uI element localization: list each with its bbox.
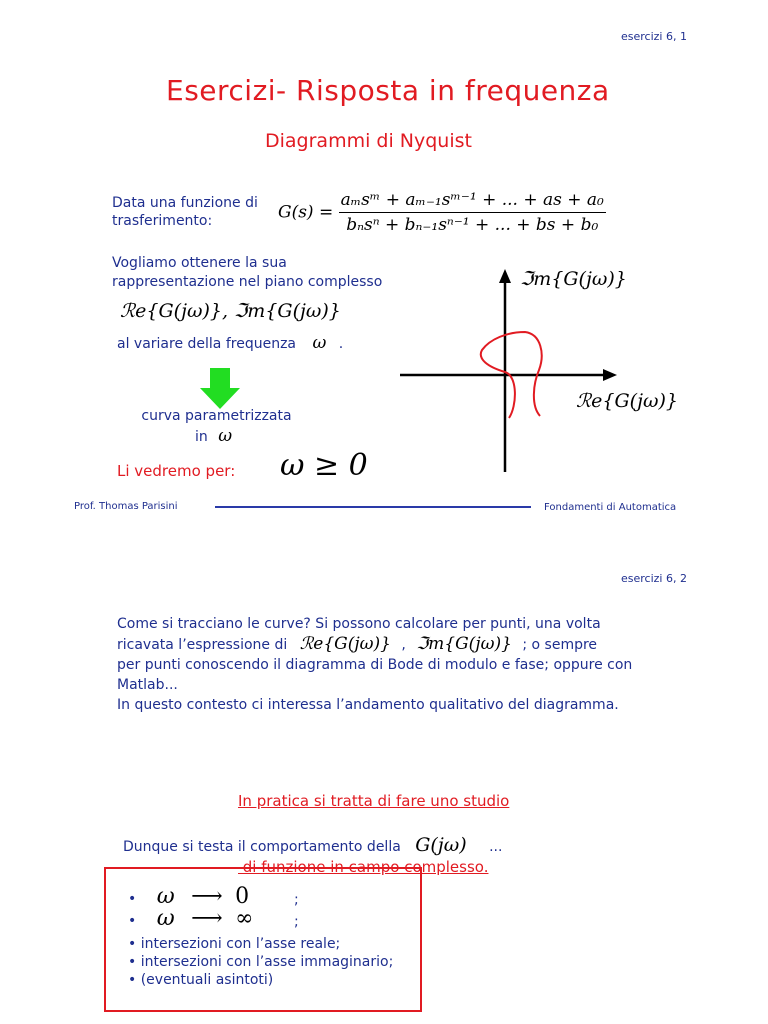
we-see-label: Li vedremo per: (117, 462, 236, 480)
bullet-1-semicolon: ; (294, 892, 299, 908)
im-axis-label: ℑm{G(jω)} (520, 268, 627, 290)
transfer-intro-line1: Data una funzione di (112, 195, 258, 211)
footer-left: Prof. Thomas Parisini (74, 501, 178, 512)
bullet-1-arrow: ⟶ (191, 884, 223, 909)
goal-text (112, 254, 382, 292)
page-title: Esercizi- Risposta in frequenza (166, 74, 610, 107)
formula-lhs: G(s) = (278, 202, 334, 223)
checklist-text-items (128, 935, 393, 989)
bullet-real-axis: • intersezioni con l’asse reale; (128, 936, 341, 952)
bullet-2-semicolon: ; (294, 914, 299, 930)
para-line5: In questo contesto ci interessa l’andamento qualitativo del diagramma. (117, 697, 619, 713)
frequency-text: al variare della frequenza (117, 336, 296, 352)
footer-right: Fondamenti di Automatica (544, 502, 677, 513)
bullet-asymptotes: • (eventuali asintoti) (128, 972, 274, 988)
frequency-line (117, 333, 343, 353)
frequency-period: . (338, 336, 344, 352)
para-comma: , (401, 637, 406, 653)
green-down-arrow (198, 368, 242, 410)
re-axis-label: ℛe{G(jω)} (576, 390, 678, 412)
curve-label (139, 406, 294, 447)
bullet-omega-infinity (128, 906, 299, 931)
highlight-line2: di funzione in campo complesso. (238, 858, 489, 876)
highlight-line1: In pratica si tratta di fare uno studio (238, 792, 510, 810)
para-line3: per punti conoscendo il diagramma di Bode di modulo e fase; oppure con (117, 657, 633, 673)
imag-axis-arrowhead (499, 269, 511, 283)
bullet-dot-2: • (128, 913, 137, 929)
bullet-2-omega: ω (156, 906, 175, 931)
omega-symbol: ω (312, 333, 327, 353)
transfer-intro (112, 194, 258, 230)
formula-fraction (339, 190, 606, 235)
para-line2 (117, 634, 632, 655)
bullet-1-target: 0 (235, 884, 250, 909)
para-re-expr: ℛe{G(jω)} (299, 634, 391, 654)
para-line1: Come si tracciano le curve? Si possono calcolare per punti, una volta (117, 616, 601, 632)
para-line2-start: ricavata l’espressione di (117, 637, 288, 653)
transfer-intro-line2: trasferimento: (112, 213, 213, 229)
curve-in: in (195, 429, 208, 445)
test-text: Dunque si testa il comportamento della (123, 839, 401, 855)
test-g-jw: G(jω) (415, 834, 467, 856)
test-line (123, 834, 502, 856)
test-ellipsis: ... (489, 839, 503, 855)
explanation-paragraph (117, 614, 632, 715)
page-label-1: esercizi 6, 1 (621, 30, 687, 43)
bullet-imag-axis: • intersezioni con l’asse immaginario; (128, 954, 394, 970)
arrow-shape (200, 368, 240, 409)
curve-omega: ω (218, 426, 233, 446)
re-im-expression: ℛe{G(jω)}, ℑm{G(jω)} (120, 300, 341, 322)
bullet-dot-1: • (128, 891, 137, 907)
bullet-2-arrow: ⟶ (191, 906, 223, 931)
formula-denominator: bₙsⁿ + bₙ₋₁sⁿ⁻¹ + ... + bs + b₀ (346, 215, 599, 235)
curve-line2 (139, 426, 294, 447)
para-line2-end: ; o sempre (522, 637, 598, 653)
page-label-2: esercizi 6, 2 (621, 572, 687, 585)
real-axis-arrowhead (603, 369, 617, 381)
page-subtitle: Diagrammi di Nyquist (265, 130, 472, 152)
para-im-expr: ℑm{G(jω)} (416, 634, 512, 654)
formula-numerator: aₘsᵐ + aₘ₋₁sᵐ⁻¹ + ... + as + a₀ (339, 190, 606, 213)
footer-divider (215, 506, 531, 508)
para-line4: Matlab... (117, 677, 178, 693)
bullet-1-omega: ω (156, 884, 175, 909)
goal-line2: rappresentazione nel piano complesso (112, 274, 383, 290)
omega-ge-zero: ω ≥ 0 (280, 448, 368, 483)
nyquist-plot (395, 266, 625, 476)
bullet-2-target: ∞ (235, 906, 254, 931)
transfer-formula (278, 190, 606, 235)
goal-line1: Vogliamo ottenere la sua (112, 255, 287, 271)
curve-line1: curva parametrizzata (141, 408, 292, 424)
